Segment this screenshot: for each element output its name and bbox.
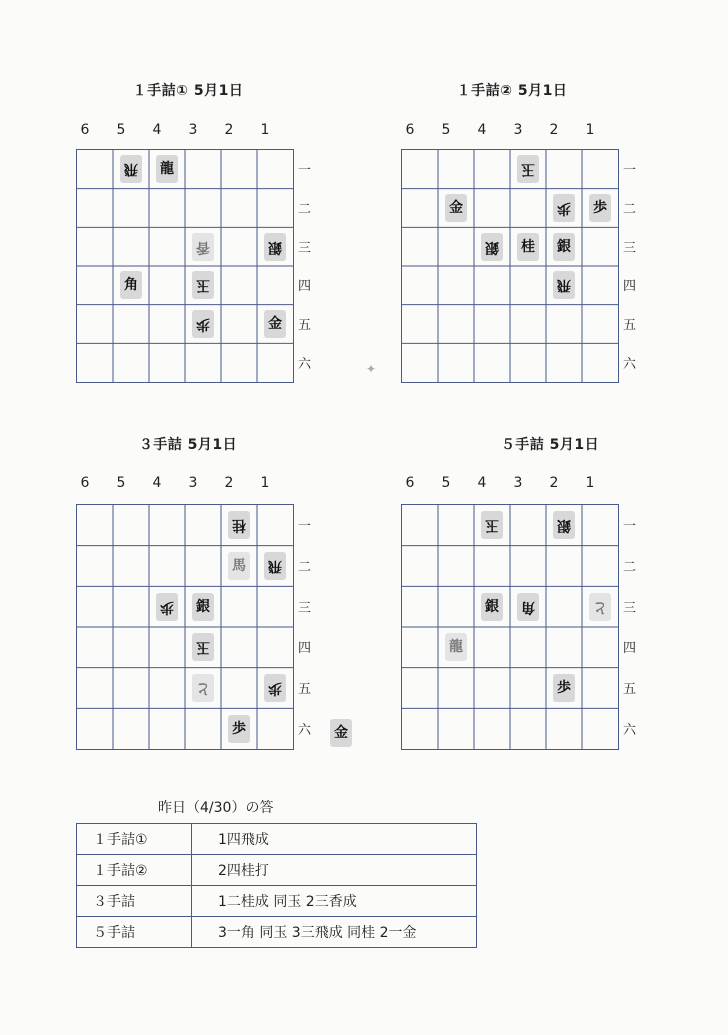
puzzle-label: ３手詰: [77, 886, 192, 917]
puzzle-title: ３手詰 5月1日: [138, 437, 238, 453]
board-grid: [402, 505, 618, 749]
board-grid: [77, 505, 293, 749]
piece-in-hand: 金: [330, 719, 352, 747]
board-grid: [402, 150, 618, 382]
shogi-board: [401, 504, 619, 750]
rank-label: 五: [298, 682, 312, 697]
rank-label: 一: [623, 519, 637, 535]
table-row: [77, 855, 477, 886]
column-number: 5: [116, 475, 126, 491]
rank-label: 一: [623, 163, 637, 179]
shogi-piece: 歩: [156, 593, 178, 621]
column-number: 5: [441, 122, 451, 138]
shogi-piece: 桂: [517, 233, 539, 261]
shogi-piece: 角: [517, 593, 539, 621]
column-number: 4: [477, 122, 487, 138]
rank-label: 一: [298, 519, 312, 535]
table-row: [77, 824, 477, 855]
column-number: 6: [405, 475, 415, 491]
shogi-piece: と: [589, 593, 611, 621]
column-number: 6: [80, 122, 90, 138]
shogi-piece: 香: [192, 233, 214, 261]
shogi-piece: 金: [264, 310, 286, 338]
shogi-piece: 飛: [553, 271, 575, 299]
rank-label: 五: [298, 318, 312, 333]
puzzle-label: ５手詰: [77, 917, 192, 948]
rank-label: 三: [623, 600, 637, 616]
rank-label: 一: [298, 163, 312, 179]
column-number: 1: [260, 122, 270, 138]
shogi-piece: 玉: [192, 271, 214, 299]
column-number: 4: [477, 475, 487, 491]
shogi-piece: 銀: [192, 593, 214, 621]
rank-label: 二: [623, 202, 637, 217]
column-number: 3: [513, 122, 523, 138]
rank-label: 六: [623, 356, 637, 372]
answer-moves: 1四飛成: [192, 824, 477, 855]
shogi-piece: 金: [445, 194, 467, 222]
answer-moves: 3一角 同玉 3三飛成 同桂 2一金: [192, 917, 477, 948]
column-number: 4: [152, 475, 162, 491]
shogi-board: [401, 149, 619, 383]
rank-label: 六: [298, 356, 312, 372]
shogi-piece: 龍: [445, 633, 467, 661]
column-number: 1: [260, 475, 270, 491]
shogi-piece: 歩: [553, 674, 575, 702]
shogi-piece: 銀: [264, 233, 286, 261]
shogi-piece: 飛: [264, 552, 286, 580]
column-number: 2: [549, 475, 559, 491]
paper-blot: ✦: [366, 362, 377, 376]
board-grid: [77, 150, 293, 382]
table-row: [77, 886, 477, 917]
rank-label: 三: [298, 600, 312, 616]
shogi-piece: 銀: [481, 233, 503, 261]
shogi-piece: 飛: [120, 155, 142, 183]
rank-label: 四: [623, 641, 637, 657]
rank-label: 四: [623, 279, 637, 295]
shogi-piece: と: [192, 674, 214, 702]
rank-label: 六: [623, 722, 637, 738]
shogi-piece: 玉: [517, 155, 539, 183]
shogi-piece: 角: [120, 271, 142, 299]
table-row: [77, 917, 477, 948]
column-number: 2: [224, 475, 234, 491]
column-number: 2: [224, 122, 234, 138]
rank-label: 四: [298, 641, 312, 657]
column-number: 3: [188, 122, 198, 138]
shogi-piece: 銀: [553, 511, 575, 539]
shogi-piece: 銀: [553, 233, 575, 261]
column-number: 6: [405, 122, 415, 138]
shogi-piece: 桂: [228, 511, 250, 539]
rank-label: 五: [623, 318, 637, 333]
answer-moves: 2四桂打: [192, 855, 477, 886]
shogi-piece: 歩: [553, 194, 575, 222]
shogi-piece: 玉: [481, 511, 503, 539]
rank-label: 三: [298, 240, 312, 256]
shogi-piece: 馬: [228, 552, 250, 580]
column-number: 6: [80, 475, 90, 491]
answer-moves: 1二桂成 同玉 2三香成: [192, 886, 477, 917]
puzzle-label: １手詰②: [77, 855, 192, 886]
puzzle-title: ５手詰 5月1日: [500, 437, 600, 453]
column-number: 5: [441, 475, 451, 491]
rank-label: 四: [298, 279, 312, 295]
rank-label: 二: [623, 560, 637, 575]
column-number: 1: [585, 475, 595, 491]
shogi-piece: 歩: [264, 674, 286, 702]
column-number: 4: [152, 122, 162, 138]
shogi-piece: 歩: [228, 715, 250, 743]
column-number: 3: [188, 475, 198, 491]
column-number: 3: [513, 475, 523, 491]
shogi-board: [76, 149, 294, 383]
shogi-piece: 玉: [192, 633, 214, 661]
rank-label: 二: [298, 560, 312, 575]
puzzle-label: １手詰①: [77, 824, 192, 855]
shogi-piece: 歩: [589, 194, 611, 222]
answers-title: 昨日（4/30）の答: [158, 800, 274, 816]
puzzle-title: １手詰① 5月1日: [132, 83, 244, 99]
rank-label: 六: [298, 722, 312, 738]
rank-label: 五: [623, 682, 637, 697]
column-number: 2: [549, 122, 559, 138]
column-number: 5: [116, 122, 126, 138]
column-number: 1: [585, 122, 595, 138]
rank-label: 三: [623, 240, 637, 256]
shogi-piece: 銀: [481, 593, 503, 621]
puzzle-title: １手詰② 5月1日: [456, 83, 568, 99]
answers-table: [76, 823, 477, 948]
rank-label: 二: [298, 202, 312, 217]
shogi-board: [76, 504, 294, 750]
shogi-piece: 龍: [156, 155, 178, 183]
shogi-piece: 歩: [192, 310, 214, 338]
